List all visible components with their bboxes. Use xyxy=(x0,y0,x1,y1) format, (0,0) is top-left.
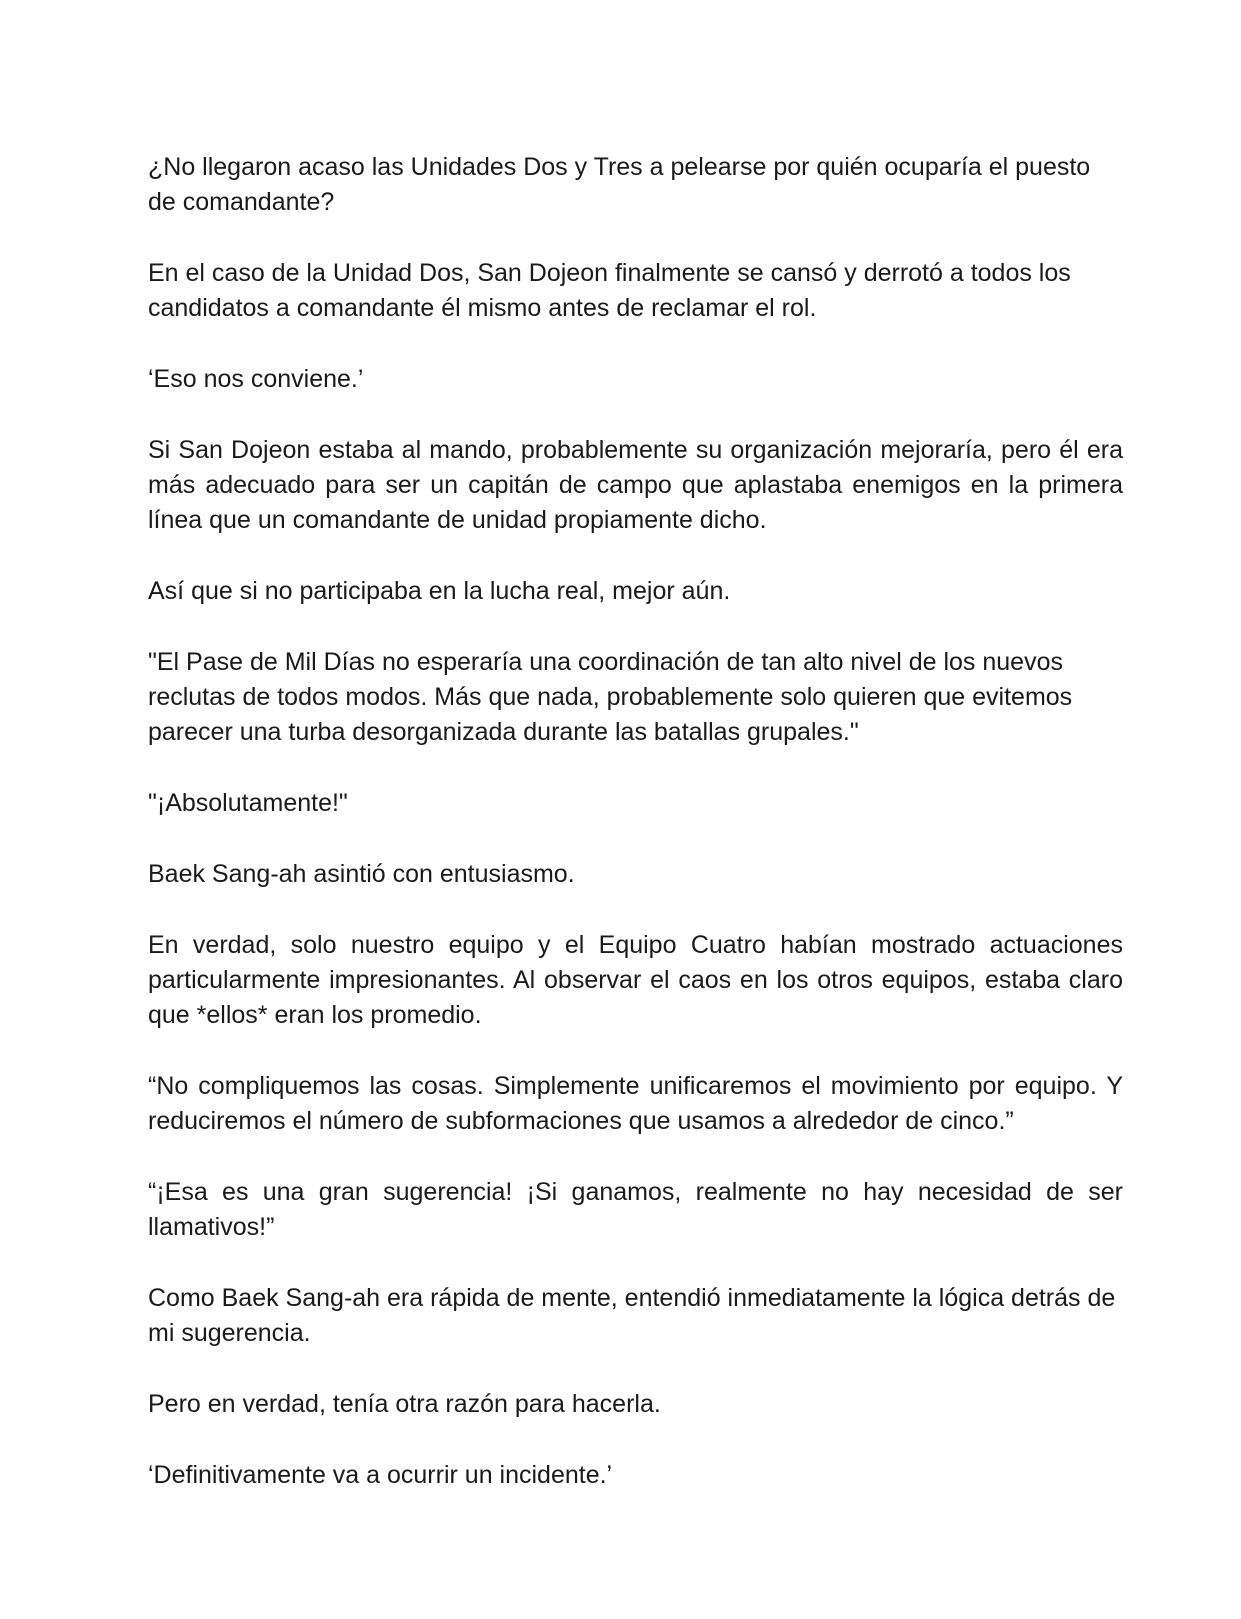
paragraph-13: Pero en verdad, tenía otra razón para hacerla. xyxy=(148,1390,661,1418)
paragraph-9: En verdad, solo nuestro equipo y el Equipo Cuatro habían mostrado actuaciones particularmente impresionantes. Al observar el caos en los otros equipos, estaba claro que *ellos* eran los promedio. xyxy=(148,931,1123,1029)
paragraph-7: "¡Absolutamente!" xyxy=(148,789,348,817)
paragraph-3: ‘Eso nos conviene.’ xyxy=(148,365,364,393)
paragraph-2: En el caso de la Unidad Dos, San Dojeon finalmente se cansó y derrotó a todos los candidatos a comandante él mismo antes de reclamar el rol. xyxy=(148,259,1071,322)
document-page xyxy=(148,150,1123,1529)
paragraph-14: ‘Definitivamente va a ocurrir un incidente.’ xyxy=(148,1461,613,1489)
paragraph-4: Si San Dojeon estaba al mando, probablemente su organización mejoraría, pero él era más adecuado para ser un capitán de campo que aplastaba enemigos en la primera línea que un comandante de unidad propiamente dicho. xyxy=(148,436,1123,534)
paragraph-6: "El Pase de Mil Días no esperaría una coordinación de tan alto nivel de los nuevos reclutas de todos modos. Más que nada, probablemente solo quieren que evitemos parecer una turba desorganizada durante las batallas grupales." xyxy=(148,648,1073,746)
paragraph-8: Baek Sang-ah asintió con entusiasmo. xyxy=(148,860,575,888)
paragraph-5: Así que si no participaba en la lucha real, mejor aún. xyxy=(148,577,731,605)
paragraph-11: “¡Esa es una gran sugerencia! ¡Si ganamos, realmente no hay necesidad de ser llamativos!” xyxy=(148,1178,1123,1241)
paragraph-12: Como Baek Sang-ah era rápida de mente, entendió inmediatamente la lógica detrás de mi sugerencia. xyxy=(148,1284,1116,1347)
paragraph-10: “No compliquemos las cosas. Simplemente unificaremos el movimiento por equipo. Y reduciremos el número de subformaciones que usamos a alrededor de cinco.” xyxy=(148,1072,1123,1135)
paragraph-1: ¿No llegaron acaso las Unidades Dos y Tres a pelearse por quién ocuparía el puesto de comandante? xyxy=(148,153,1091,216)
